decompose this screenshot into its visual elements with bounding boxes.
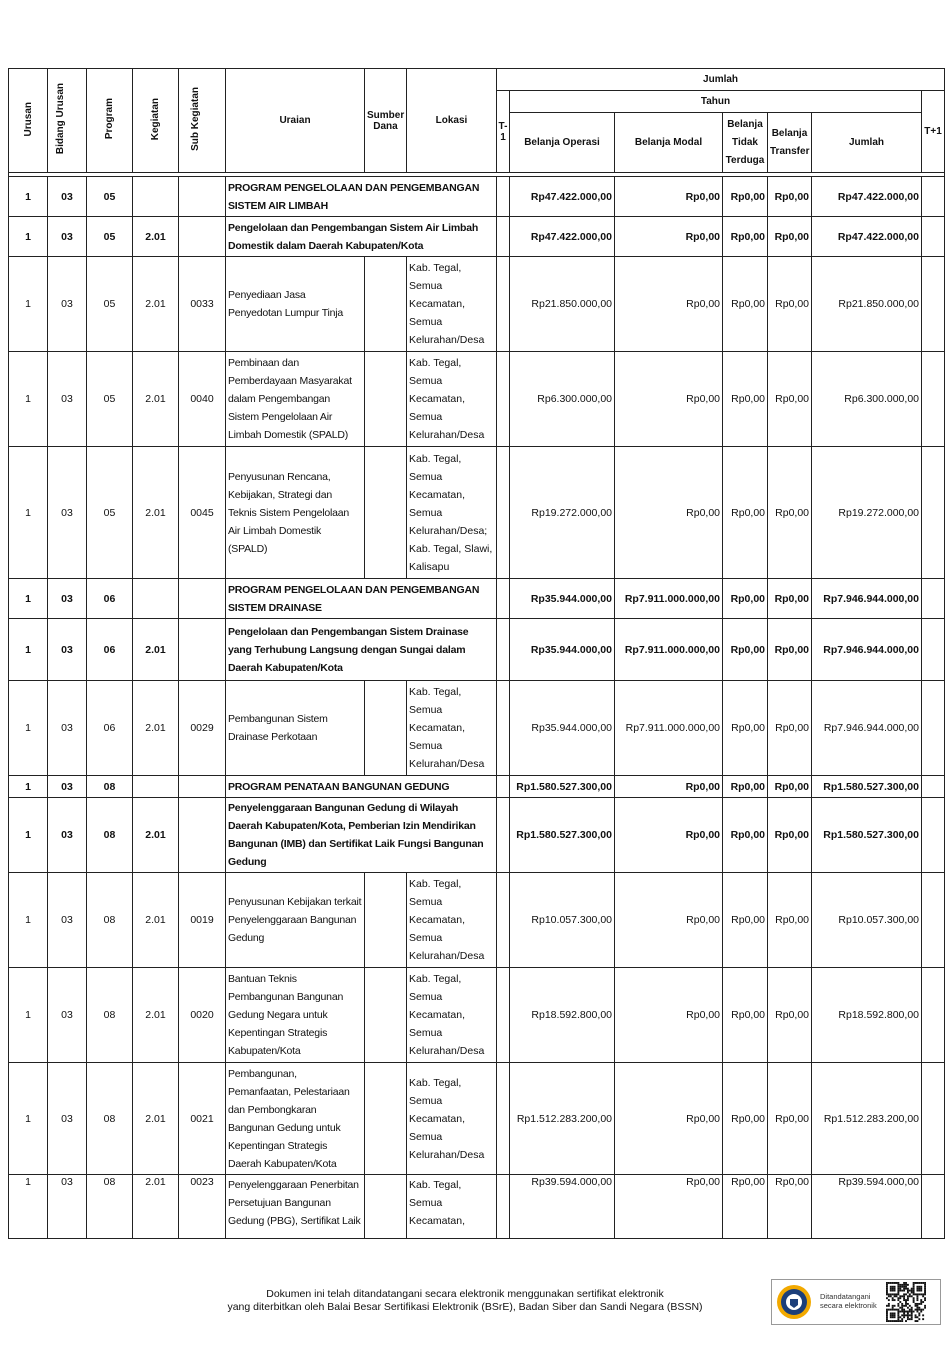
cell-lokasi: Kab. Tegal, Semua Kecamatan, Semua Kelurahan/Desa [407, 873, 497, 968]
cell-sumber-dana [365, 1175, 407, 1239]
cell-program: 08 [87, 798, 133, 873]
table-row [9, 217, 945, 257]
cell-jumlah: Rp1.580.527.300,00 [812, 776, 922, 798]
cell-sub-kegiatan: 0033 [179, 257, 226, 352]
cell-sub-kegiatan [179, 619, 226, 681]
cell-t-plus-1 [922, 1063, 945, 1175]
cell-bidang-urusan: 03 [48, 1175, 87, 1239]
cell-belanja-modal: Rp7.911.000.000,00 [615, 681, 723, 776]
cell-t-minus-1 [497, 798, 510, 873]
table-row [9, 257, 945, 352]
cell-t-minus-1 [497, 1175, 510, 1239]
cell-belanja-modal: Rp0,00 [615, 1063, 723, 1175]
cell-kegiatan: 2.01 [133, 447, 179, 579]
cell-lokasi: Kab. Tegal, Semua Kecamatan, Semua Kelurahan/Desa [407, 352, 497, 447]
cell-lokasi: Kab. Tegal, Semua Kecamatan, Semua Kelurahan/Desa [407, 1063, 497, 1175]
cell-belanja-transfer: Rp0,00 [768, 1175, 812, 1239]
cell-bidang-urusan: 03 [48, 257, 87, 352]
cell-kegiatan: 2.01 [133, 681, 179, 776]
cell-program: 05 [87, 447, 133, 579]
cell-jumlah: Rp21.850.000,00 [812, 257, 922, 352]
cell-jumlah: Rp10.057.300,00 [812, 873, 922, 968]
cell-belanja-tidak-terduga: Rp0,00 [723, 352, 768, 447]
cell-urusan: 1 [9, 217, 48, 257]
cell-program: 06 [87, 681, 133, 776]
header-jumlah: Jumlah [812, 113, 922, 173]
cell-jumlah: Rp47.422.000,00 [812, 177, 922, 217]
cell-belanja-tidak-terduga: Rp0,00 [723, 798, 768, 873]
header-t-plus-1: T+1 [922, 91, 945, 173]
cell-kegiatan: 2.01 [133, 1063, 179, 1175]
cell-belanja-transfer: Rp0,00 [768, 352, 812, 447]
cell-jumlah: Rp7.946.944.000,00 [812, 579, 922, 619]
header-sub-kegiatan: Sub Kegiatan [179, 69, 226, 173]
table-row [9, 619, 945, 681]
cell-bidang-urusan: 03 [48, 579, 87, 619]
cell-belanja-operasi: Rp39.594.000,00 [510, 1175, 615, 1239]
table-row [9, 681, 945, 776]
cell-t-minus-1 [497, 681, 510, 776]
cell-sumber-dana [365, 257, 407, 352]
cell-kegiatan: 2.01 [133, 217, 179, 257]
cell-bidang-urusan: 03 [48, 798, 87, 873]
cell-t-plus-1 [922, 177, 945, 217]
cell-sumber-dana [365, 447, 407, 579]
cell-belanja-modal: Rp0,00 [615, 968, 723, 1063]
cell-belanja-operasi: Rp1.580.527.300,00 [510, 798, 615, 873]
cell-belanja-operasi: Rp1.512.283.200,00 [510, 1063, 615, 1175]
table-row [9, 1175, 945, 1239]
table-row [9, 352, 945, 447]
cell-jumlah: Rp7.946.944.000,00 [812, 681, 922, 776]
cell-sub-kegiatan [179, 776, 226, 798]
seal-text-line2: secara elektronik [820, 1301, 877, 1310]
cell-belanja-tidak-terduga: Rp0,00 [723, 968, 768, 1063]
cell-bidang-urusan: 03 [48, 776, 87, 798]
cell-t-plus-1 [922, 352, 945, 447]
cell-belanja-tidak-terduga: Rp0,00 [723, 257, 768, 352]
header-belanja-tidak-terduga: Belanja Tidak Terduga [723, 113, 768, 173]
header-t-minus-1: T-1 [497, 91, 510, 173]
signature-notice-line2: yang diterbitkan oleh Balai Besar Sertifikasi Elektronik (BSrE), Badan Siber dan Sandi Negara (BSSN) [227, 1301, 703, 1313]
cell-urusan: 1 [9, 579, 48, 619]
cell-program: 08 [87, 1063, 133, 1175]
seal-text-line1: Ditandatangani [820, 1292, 871, 1301]
cell-belanja-operasi: Rp35.944.000,00 [510, 681, 615, 776]
signature-notice [170, 1288, 760, 1314]
signature-notice-line1: Dokumen ini telah ditandatangani secara elektronik menggunakan sertifikat elektronik [266, 1288, 664, 1300]
cell-t-minus-1 [497, 447, 510, 579]
cell-program: 08 [87, 776, 133, 798]
cell-urusan: 1 [9, 352, 48, 447]
table-row [9, 798, 945, 873]
cell-uraian: PROGRAM PENATAAN BANGUNAN GEDUNG [226, 776, 497, 798]
cell-belanja-tidak-terduga: Rp0,00 [723, 776, 768, 798]
cell-jumlah: Rp47.422.000,00 [812, 217, 922, 257]
header-uraian: Uraian [226, 69, 365, 173]
cell-t-plus-1 [922, 447, 945, 579]
cell-belanja-modal: Rp7.911.000.000,00 [615, 619, 723, 681]
cell-program: 08 [87, 1175, 133, 1239]
cell-uraian: Pengelolaan dan Pengembangan Sistem Drainase yang Terhubung Langsung dengan Sungai dalam Daerah Kabupaten/Kota [226, 619, 497, 681]
cell-sub-kegiatan [179, 177, 226, 217]
cell-kegiatan [133, 177, 179, 217]
cell-t-plus-1 [922, 619, 945, 681]
cell-belanja-operasi: Rp19.272.000,00 [510, 447, 615, 579]
cell-lokasi: Kab. Tegal, Semua Kecamatan, Semua Kelurahan/Desa; Kab. Tegal, Slawi, Kalisapu [407, 447, 497, 579]
cell-kegiatan [133, 579, 179, 619]
cell-urusan: 1 [9, 447, 48, 579]
cell-belanja-tidak-terduga: Rp0,00 [723, 873, 768, 968]
cell-t-minus-1 [497, 968, 510, 1063]
header-belanja-modal: Belanja Modal [615, 113, 723, 173]
cell-belanja-modal: Rp0,00 [615, 217, 723, 257]
cell-sumber-dana [365, 1063, 407, 1175]
cell-t-plus-1 [922, 1175, 945, 1239]
cell-belanja-tidak-terduga: Rp0,00 [723, 619, 768, 681]
cell-belanja-operasi: Rp35.944.000,00 [510, 579, 615, 619]
cell-belanja-transfer: Rp0,00 [768, 619, 812, 681]
cell-bidang-urusan: 03 [48, 217, 87, 257]
cell-jumlah: Rp1.580.527.300,00 [812, 798, 922, 873]
cell-bidang-urusan: 03 [48, 352, 87, 447]
cell-belanja-operasi: Rp6.300.000,00 [510, 352, 615, 447]
seal-text [820, 1292, 877, 1310]
cell-lokasi: Kab. Tegal, Semua Kecamatan, Semua Kelurahan/Desa [407, 968, 497, 1063]
cell-program: 08 [87, 873, 133, 968]
cell-urusan: 1 [9, 257, 48, 352]
cell-t-minus-1 [497, 352, 510, 447]
cell-sub-kegiatan: 0019 [179, 873, 226, 968]
cell-t-minus-1 [497, 257, 510, 352]
header-program: Program [87, 69, 133, 173]
cell-lokasi: Kab. Tegal, Semua Kecamatan, [407, 1175, 497, 1239]
cell-t-minus-1 [497, 776, 510, 798]
cell-belanja-transfer: Rp0,00 [768, 873, 812, 968]
cell-belanja-modal: Rp0,00 [615, 873, 723, 968]
cell-t-minus-1 [497, 619, 510, 681]
cell-t-minus-1 [497, 873, 510, 968]
cell-t-plus-1 [922, 579, 945, 619]
cell-bidang-urusan: 03 [48, 447, 87, 579]
header-urusan: Urusan [9, 69, 48, 173]
cell-bidang-urusan: 03 [48, 681, 87, 776]
cell-sub-kegiatan: 0021 [179, 1063, 226, 1175]
cell-belanja-modal: Rp0,00 [615, 776, 723, 798]
cell-kegiatan: 2.01 [133, 1175, 179, 1239]
cell-t-minus-1 [497, 579, 510, 619]
header-sumber-dana: Sumber Dana [365, 69, 407, 173]
cell-program: 06 [87, 619, 133, 681]
cell-jumlah: Rp1.512.283.200,00 [812, 1063, 922, 1175]
cell-jumlah: Rp19.272.000,00 [812, 447, 922, 579]
cell-sub-kegiatan: 0023 [179, 1175, 226, 1239]
cell-belanja-tidak-terduga: Rp0,00 [723, 447, 768, 579]
cell-kegiatan: 2.01 [133, 619, 179, 681]
table-row [9, 177, 945, 217]
cell-t-plus-1 [922, 776, 945, 798]
cell-belanja-tidak-terduga: Rp0,00 [723, 1063, 768, 1175]
cell-sumber-dana [365, 681, 407, 776]
header-kegiatan: Kegiatan [133, 69, 179, 173]
cell-bidang-urusan: 03 [48, 873, 87, 968]
cell-belanja-tidak-terduga: Rp0,00 [723, 579, 768, 619]
cell-belanja-operasi: Rp1.580.527.300,00 [510, 776, 615, 798]
table-row [9, 579, 945, 619]
cell-kegiatan: 2.01 [133, 873, 179, 968]
cell-jumlah: Rp18.592.800,00 [812, 968, 922, 1063]
cell-jumlah: Rp39.594.000,00 [812, 1175, 922, 1239]
cell-belanja-transfer: Rp0,00 [768, 776, 812, 798]
table-row [9, 1063, 945, 1175]
cell-bidang-urusan: 03 [48, 177, 87, 217]
cell-urusan: 1 [9, 681, 48, 776]
cell-t-plus-1 [922, 968, 945, 1063]
cell-belanja-operasi: Rp10.057.300,00 [510, 873, 615, 968]
cell-uraian: Penyediaan Jasa Penyedotan Lumpur Tinja [226, 257, 365, 352]
cell-t-minus-1 [497, 217, 510, 257]
cell-sumber-dana [365, 873, 407, 968]
cell-urusan: 1 [9, 798, 48, 873]
table-row [9, 873, 945, 968]
header-tahun: Tahun [510, 91, 922, 113]
header-belanja-operasi: Belanja Operasi [510, 113, 615, 173]
qr-code-icon [886, 1282, 926, 1322]
cell-kegiatan: 2.01 [133, 257, 179, 352]
cell-bidang-urusan: 03 [48, 968, 87, 1063]
cell-urusan: 1 [9, 619, 48, 681]
cell-uraian: Bantuan Teknis Pembangunan Bangunan Gedung Negara untuk Kepentingan Strategis Kabupaten/Kota [226, 968, 365, 1063]
header-jumlah-group: Jumlah [497, 69, 945, 91]
cell-belanja-tidak-terduga: Rp0,00 [723, 177, 768, 217]
cell-uraian: PROGRAM PENGELOLAAN DAN PENGEMBANGAN SISTEM AIR LIMBAH [226, 177, 497, 217]
cell-t-plus-1 [922, 681, 945, 776]
cell-uraian: Pembangunan Sistem Drainase Perkotaan [226, 681, 365, 776]
cell-urusan: 1 [9, 1175, 48, 1239]
cell-sumber-dana [365, 352, 407, 447]
cell-belanja-transfer: Rp0,00 [768, 217, 812, 257]
cell-program: 05 [87, 352, 133, 447]
cell-sumber-dana [365, 968, 407, 1063]
cell-program: 08 [87, 968, 133, 1063]
cell-program: 06 [87, 579, 133, 619]
cell-sub-kegiatan: 0045 [179, 447, 226, 579]
cell-uraian: Pembinaan dan Pemberdayaan Masyarakat dalam Pengembangan Sistem Pengelolaan Air Limbah Domestik (SPALD) [226, 352, 365, 447]
cell-belanja-transfer: Rp0,00 [768, 798, 812, 873]
table-row [9, 447, 945, 579]
cell-lokasi: Kab. Tegal, Semua Kecamatan, Semua Kelurahan/Desa [407, 681, 497, 776]
cell-belanja-tidak-terduga: Rp0,00 [723, 681, 768, 776]
cell-jumlah: Rp7.946.944.000,00 [812, 619, 922, 681]
budget-table [8, 68, 945, 1239]
cell-belanja-tidak-terduga: Rp0,00 [723, 217, 768, 257]
cell-belanja-tidak-terduga: Rp0,00 [723, 1175, 768, 1239]
cell-belanja-operasi: Rp18.592.800,00 [510, 968, 615, 1063]
cell-bidang-urusan: 03 [48, 1063, 87, 1175]
cell-uraian: Penyelenggaraan Penerbitan Persetujuan Bangunan Gedung (PBG), Sertifikat Laik [226, 1175, 365, 1239]
cell-belanja-transfer: Rp0,00 [768, 447, 812, 579]
cell-t-minus-1 [497, 1063, 510, 1175]
cell-urusan: 1 [9, 177, 48, 217]
cell-urusan: 1 [9, 968, 48, 1063]
cell-t-minus-1 [497, 177, 510, 217]
cell-sub-kegiatan: 0040 [179, 352, 226, 447]
cell-belanja-operasi: Rp47.422.000,00 [510, 177, 615, 217]
cell-program: 05 [87, 217, 133, 257]
cell-belanja-transfer: Rp0,00 [768, 1063, 812, 1175]
cell-kegiatan: 2.01 [133, 352, 179, 447]
cell-kegiatan: 2.01 [133, 968, 179, 1063]
cell-belanja-operasi: Rp21.850.000,00 [510, 257, 615, 352]
cell-belanja-modal: Rp0,00 [615, 352, 723, 447]
cell-uraian: Pengelolaan dan Pengembangan Sistem Air Limbah Domestik dalam Daerah Kabupaten/Kota [226, 217, 497, 257]
cell-program: 05 [87, 177, 133, 217]
cell-urusan: 1 [9, 873, 48, 968]
cell-belanja-operasi: Rp35.944.000,00 [510, 619, 615, 681]
cell-kegiatan [133, 776, 179, 798]
cell-urusan: 1 [9, 1063, 48, 1175]
cell-uraian: PROGRAM PENGELOLAAN DAN PENGEMBANGAN SISTEM DRAINASE [226, 579, 497, 619]
cell-belanja-modal: Rp0,00 [615, 1175, 723, 1239]
table-row [9, 968, 945, 1063]
cell-sub-kegiatan [179, 217, 226, 257]
cell-t-plus-1 [922, 257, 945, 352]
cell-belanja-transfer: Rp0,00 [768, 177, 812, 217]
cell-sub-kegiatan: 0029 [179, 681, 226, 776]
cell-belanja-transfer: Rp0,00 [768, 579, 812, 619]
cell-belanja-transfer: Rp0,00 [768, 257, 812, 352]
cell-belanja-transfer: Rp0,00 [768, 968, 812, 1063]
cell-t-plus-1 [922, 798, 945, 873]
cell-bidang-urusan: 03 [48, 619, 87, 681]
e-signature-seal [771, 1279, 941, 1325]
cell-sub-kegiatan [179, 579, 226, 619]
cell-belanja-modal: Rp0,00 [615, 798, 723, 873]
cell-t-plus-1 [922, 873, 945, 968]
cell-uraian: Penyusunan Kebijakan terkait Penyelenggaraan Bangunan Gedung [226, 873, 365, 968]
cell-belanja-modal: Rp7.911.000.000,00 [615, 579, 723, 619]
table-row [9, 776, 945, 798]
header-belanja-transfer: Belanja Transfer [768, 113, 812, 173]
cell-program: 05 [87, 257, 133, 352]
cell-belanja-modal: Rp0,00 [615, 257, 723, 352]
cell-uraian: Pembangunan, Pemanfaatan, Pelestariaan dan Pembongkaran Bangunan Gedung untuk Kepentingan Strategis Daerah Kabupaten/Kota [226, 1063, 365, 1175]
cell-belanja-transfer: Rp0,00 [768, 681, 812, 776]
cell-sub-kegiatan [179, 798, 226, 873]
header-bidang-urusan: Bidang Urusan [48, 69, 87, 173]
cell-uraian: Penyelenggaraan Bangunan Gedung di Wilayah Daerah Kabupaten/Kota, Pemberian Izin Mendirikan Bangunan (IMB) dan Sertifikat Laik Fungsi Bangunan Gedung [226, 798, 497, 873]
cell-belanja-operasi: Rp47.422.000,00 [510, 217, 615, 257]
cell-urusan: 1 [9, 776, 48, 798]
header-lokasi: Lokasi [407, 69, 497, 173]
cell-t-plus-1 [922, 217, 945, 257]
cell-belanja-modal: Rp0,00 [615, 447, 723, 579]
cell-kegiatan: 2.01 [133, 798, 179, 873]
cell-lokasi: Kab. Tegal, Semua Kecamatan, Semua Kelurahan/Desa [407, 257, 497, 352]
bsre-logo-icon [776, 1284, 812, 1320]
cell-jumlah: Rp6.300.000,00 [812, 352, 922, 447]
cell-belanja-modal: Rp0,00 [615, 177, 723, 217]
cell-uraian: Penyusunan Rencana, Kebijakan, Strategi dan Teknis Sistem Pengelolaan Air Limbah Domestik (SPALD) [226, 447, 365, 579]
cell-sub-kegiatan: 0020 [179, 968, 226, 1063]
